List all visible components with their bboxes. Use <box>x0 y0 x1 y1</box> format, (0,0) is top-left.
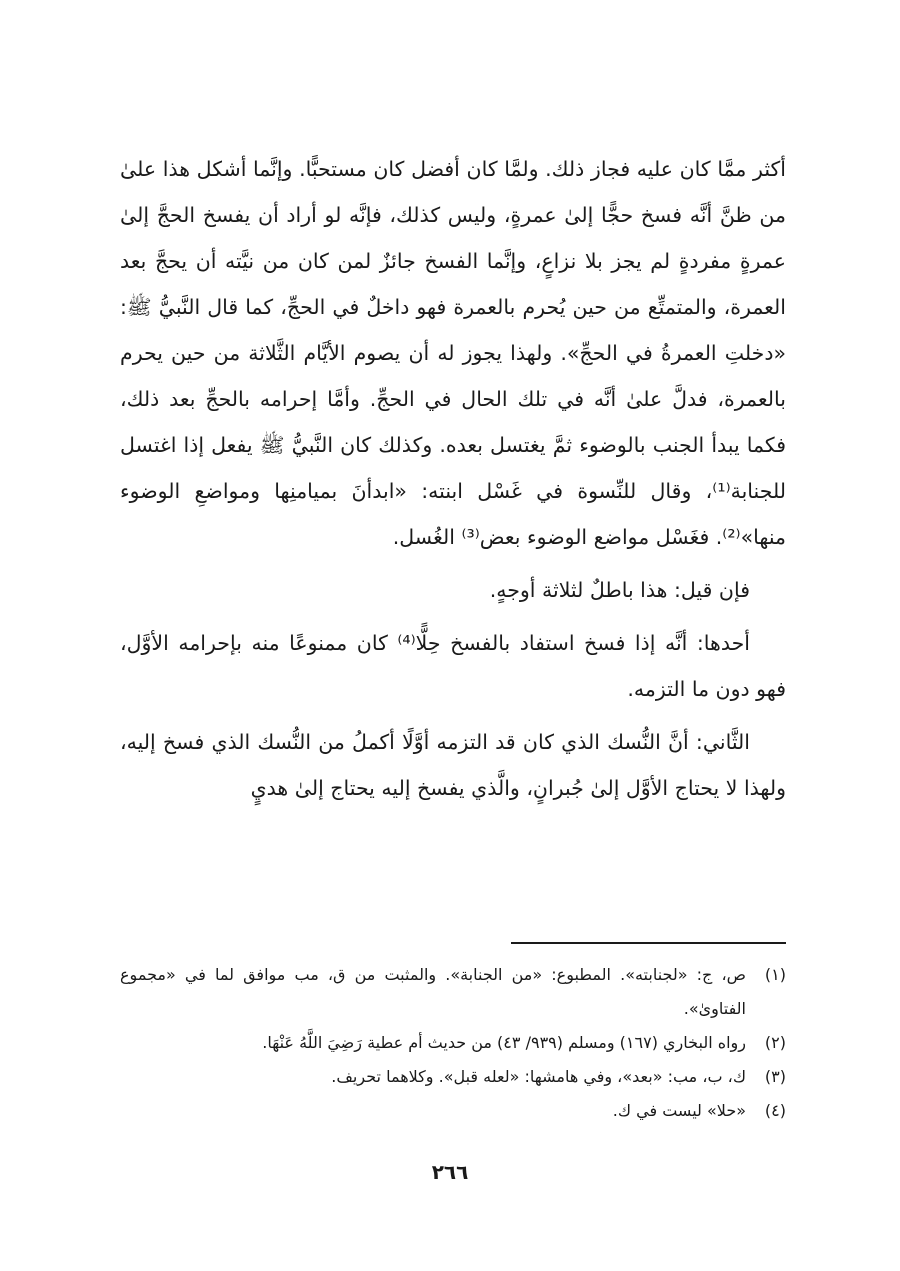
footnote-number: (٢) <box>764 1033 786 1052</box>
footnote <box>120 1094 786 1128</box>
paragraph: فإن قيل: هذا باطلٌ لثلاثة أوجهٍ. <box>489 578 750 602</box>
main-text <box>120 146 786 811</box>
footnote-text: ص، ج: «لجنابته». المطبوع: «من الجنابة». والمثبت من ق، مب موافق لما في «مجموع الفتاوىٰ». <box>120 965 746 1018</box>
footnote <box>120 1026 786 1060</box>
footnote-text: ك، ب، مب: «بعد»، وفي هامشها: «لعله قبل». وكلاهما تحريف. <box>331 1067 746 1086</box>
footnote <box>120 1060 786 1094</box>
footnote-number: (١) <box>764 965 786 984</box>
footnote-text: «حلا» ليست في ك. <box>612 1101 746 1120</box>
footnotes <box>120 958 786 1128</box>
footnote-separator <box>511 942 786 944</box>
paragraph: أكثر ممَّا كان عليه فجاز ذلك. ولمَّا كان أفضل كان مستحبًّا. وإنَّما أشكل هذا علىٰ من ظنَّ أنَّه فسخ حجًّا إلىٰ عمرةٍ، وليس كذلك، فإنَّه لو أراد أن يفسخ الحجَّ إلىٰ عمرةٍ مفردةٍ لم يجز بلا نزاعٍ، وإنَّما الفسخ جائزٌ لمن كان من نيَّته أن يحجَّ بعد العمرة، والمتمتِّع من حين يُحرم بالعمرة فهو داخلٌ في الحجِّ، كما قال النَّبيُّ ﷺ: «دخلتِ العمرةُ في الحجِّ». ولهذا يجوز له أن يصوم الأيَّام الثَّلاثة من حين يحرم بالعمرة، فدلَّ علىٰ أنَّه في تلك الحال في الحجِّ. وأمَّا إحرامه بالحجِّ بعد ذلك، فكما يبدأ الجنب بالوضوء ثمَّ يغتسل بعده. وكذلك كان النَّبيُّ ﷺ يفعل إذا اغتسل للجنابة⁽¹⁾، وقال للنِّسوة في غَسْل ابنته: «ابدأنَ بميامنِها ومواضعِ الوضوء منها»⁽²⁾. فغَسْل مواضع الوضوء بعض⁽³⁾ الغُسل. <box>120 157 786 549</box>
paragraph: الثَّاني: أنَّ النُّسك الذي كان قد التزمه أوَّلًا أكملُ من النُّسك الذي فسخ إليه، ولهذا لا يحتاج الأوَّل إلىٰ جُبرانٍ، والَّذي يفسخ إليه يحتاج إلىٰ هديٍ <box>120 730 786 800</box>
footnote-number: (٣) <box>764 1067 786 1086</box>
footnote-number: (٤) <box>764 1101 786 1120</box>
footnote-text: رواه البخاري (١٦٧) ومسلم (٩٣٩/ ٤٣) من حديث أم عطية رَضِيَ اللَّهُ عَنْهَا. <box>262 1033 746 1052</box>
paragraph: أحدها: أنَّه إذا فسخ استفاد بالفسخ حِلًّا⁽⁴⁾ كان ممنوعًا منه بإحرامه الأوَّل، فهو دون ما التزمه. <box>120 631 786 701</box>
page-number: ٢٦٦ <box>431 1160 469 1184</box>
footnote <box>120 958 786 1026</box>
